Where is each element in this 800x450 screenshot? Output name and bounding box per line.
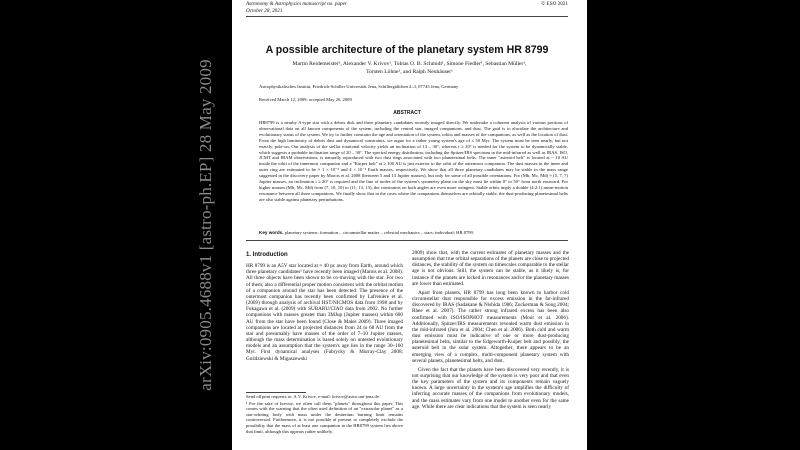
abstract-divider — [246, 240, 568, 241]
author-list — [262, 61, 557, 76]
running-header — [246, 1, 347, 15]
submission-dates: Received March 12, 2009; accepted May 20, 2009 — [259, 97, 352, 102]
header-divider — [246, 16, 568, 17]
paper-page — [232, 0, 587, 450]
header-date: October 28, 2021 — [246, 8, 283, 14]
footnote-1: ¹ For the sake of brevity, we often call them "planets" throughout this paper. This comes with the warning that the often used definition of an "extrasolar planet" as a star-orbiting body with mass under the deuterium burning limit remains controversial. Furthermore, it is not possible at present to completely exclude the possibility that the mass of at least one companion in the HR8799 system lies above that limit, although this appears rather unlikely. — [246, 400, 403, 434]
footnotes — [246, 394, 403, 435]
footnote-offprint: Send offprint requests to: A.V. Krivov, e-mail: krivov@astro.uni-jena.de — [246, 394, 379, 399]
authors-line-2: Torsten Löhne¹, and Ralph Neuhäuser¹ — [366, 68, 453, 75]
abstract-text: HR8799 is a nearby A-type star with a debris disk and three planetary candidates recently imaged directly. We undertake a coherent analysis of various portions of observational data on all known components of the system, including the central star, imaged companions, and dust. The goal is to elucidate the architecture and evolutionary status of the system. We try to further constrain the age and orientation of the system, orbits and masses of the companions, as well as the location of dust. From the high luminosity of debris dust and dynamical constraints, we argue for a rather young system's age of ≤ 50 Myr. The system must be seen nearly, but not exactly, pole-on. Our analysis of the stellar rotational velocity yields an inclination of 13 – 30°, whereas i ≥ 20° is needed for the system to be dynamically stable, which suggests a probable inclination range of 20 – 30°. The spectral energy distribution, including the Spitzer/IRS spectrum in the mid-infrared as well as IRAS, ISO, JCMT and IRAM observations, is naturally reproduced with two dust rings associated with two planetesimal belts. The inner "asteroid belt" is located at ~ 10 AU inside the orbit of the innermost companion and a "Kuiper belt" at ≥ 100 AU is just exterior to the orbit of the outermost companion. The dust masses in the inner and outer ring are estimated to be ≈ 1 × 10⁻⁵ and 4 × 10⁻² Earth masses, respectively. We show that all three planetary candidates may be stable in the mass range suggested in the discovery paper by Marois et al. 2008 (between 5 and 13 Jupiter masses), but only for some of all possible orientations. For (Mb, Mc, Md) ≈ (5, 7, 7) Jupiter masses, an inclination i ≥ 20° is required and the line of nodes of the system's symmetry plane on the sky must lie within 0° to 50° from north eastward. For higher masses (Mb, Mc, Md) from (7, 10, 10) to (11, 13, 13), the constraints on both angles are even more stringent. Stable orbits imply a double (4:2:1) mean-motion resonance between all three companions. We finally show that in the cases where the companions themselves are orbitally stable, the dust-producing planetesimal belts are also stable against planetary perturbations. — [259, 120, 568, 202]
paper-title: A possible architecture of the planetary system HR 8799 — [265, 44, 549, 56]
left-column — [246, 252, 403, 365]
keywords-list: planetary systems: formation – circumstellar matter – celestial mechanics – stars: individual: HR 8799. — [284, 230, 474, 235]
affiliation: Astrophysikalisches Institut, Friedrich-Schiller Universität Jena, Schillergäßchen 2–3, 07745 Jena, Germany — [259, 84, 459, 89]
section-heading: 1. Introduction — [246, 252, 288, 258]
journal-name: Astronomy & Astrophysics manuscript no. paper — [246, 1, 347, 7]
right-paragraph-1: 2009) show that, with the current estimates of planetary masses and the assumption that true orbital separations of the planets are close to projected distances, the stability of the system on timescales comparable to the stellar age is not obvious. Still, the system can be stable, as it likely is, for instance if the planets are locked in resonances and/or the planetary masses are lower than estimated. — [412, 250, 569, 287]
copyright: © ESO 2021 — [541, 1, 568, 7]
authors-line-1: Martin Reidemeister¹, Alexander V. Krivov¹, Tobias O. B. Schmidt¹, Simone Fiedler¹, Sebastian Müller¹, — [292, 61, 527, 67]
right-paragraph-3: Given the fact that the planets have been discovered very recently, it is not surprising that our knowledge of the system is very poor and that even the key parameters of the system and its components remain vaguely known. A large uncertainty in the system's age amplifies the difficulty of inferring accurate masses of the companions from evolutionary models, and the mass estimates vary from one model to another even for the same age. While there are clear indications that the system is seen nearly — [412, 366, 569, 410]
keywords-label: Key words. — [259, 230, 284, 235]
footnote-divider — [246, 392, 306, 393]
right-paragraph-2: Apart from planets, HR 8799 has long been known to harbor cold circumstellar dust responsible for excess emission in the far-infrared discovered by IRAS (Sadakane & Nishida 1986; Zuckerman & Song 2004; Rhee et al. 2007). The rather strong infrared excess has been also confirmed with ISO/ISOPHOT measurements (Moór et al. 2006). Additionally, Spitzer/IRS measurements revealed warm dust emission in the mid-infrared (Jura et al. 2004; Chen et al. 2006). Both cold and warm dust emission must be indicative of one or more dust-producing planetesimal belts, similar to the Edgeworth-Kuiper belt and possibly, the asteroid belt in the solar system. Altogether, there appears to be an emerging view of a complex, multi-component planetary system with several planets, planetesimal belts, and dust. — [412, 289, 569, 364]
right-column — [412, 250, 569, 413]
abstract-heading: ABSTRACT — [393, 110, 421, 116]
arxiv-stamp: arXiv:0905.4688v1 [astro-ph.EP] 28 May 2009 — [196, 59, 215, 391]
intro-paragraph: HR 8799 is an A5V star located at ≈ 40 pc away from Earth, around which three planetary candidates¹ have recently been imaged (Marois et al. 2008). All three objects have been shown to be co-moving with the star. For two of them, also a differential proper motion consistent with the orbital motion of a companion around the star has been detected. The presence of the outermost companion has recently been confirmed by Lafrenière et al. (2009) through analysis of archival HST/NICMOS data from 1998 and by Fukagawa et al. (2009) with SUBARU/CIAO data from 2002. No further companions with masses greater than 3MJup (Jupiter masses) within 600 AU from the star have been found (Close & Males 2009). Three imaged companions are located at projected distances from 24 to 68 AU from the star and presumably have masses of the order of 7–10 Jupiter masses, although the mass determination is based solely on untested evolutionary models and an assumption that the system's age lies in the range 30–160 Myr. First dynamical analyses (Fabrycky & Murray-Clay 2008; Goździewski & Migaszewski — [246, 263, 403, 362]
keywords — [259, 230, 568, 235]
